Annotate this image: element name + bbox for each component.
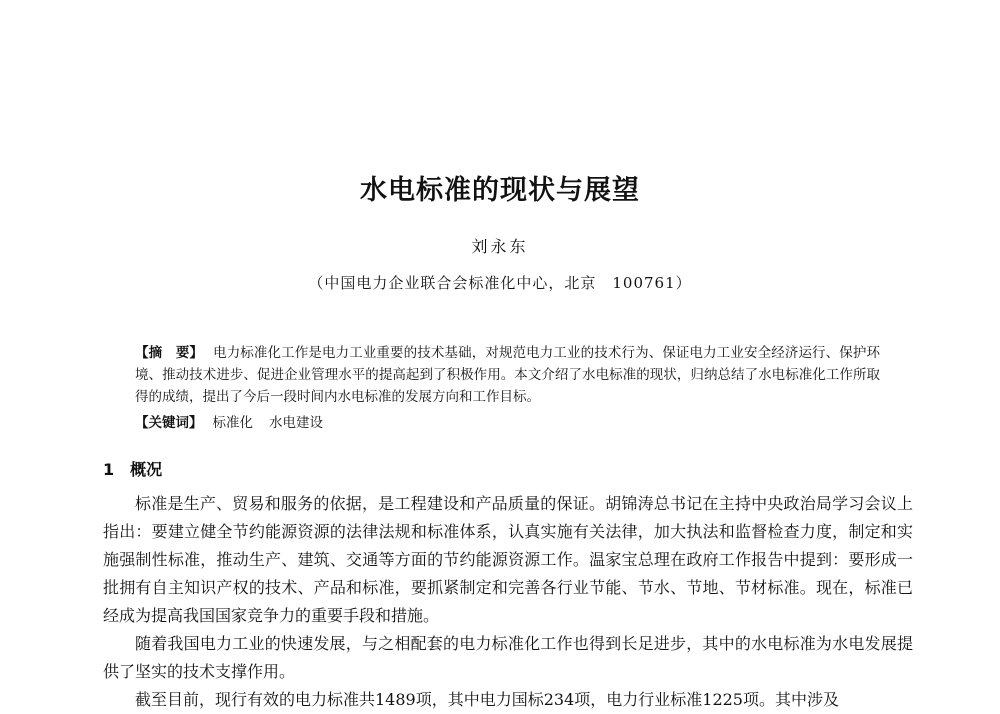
author-affiliation: （中国电力企业联合会标准化中心，北京 100761） bbox=[308, 274, 692, 292]
section-number: 1 bbox=[103, 460, 115, 479]
section-title: 概况 bbox=[130, 460, 163, 479]
section-heading bbox=[103, 457, 162, 480]
body-paragraph: 随着我国电力工业的快速发展，与之相配套的电力标准化工作也得到长足进步，其中的水电标准为水电发展提供了坚实的技术支撑作用。 bbox=[103, 634, 913, 681]
abstract-label: 【摘 要】 bbox=[135, 345, 204, 361]
keyword-item: 标准化 bbox=[212, 415, 253, 431]
abstract-text: 电力标准化工作是电力工业重要的技术基础，对规范电力工业的技术行为、保证电力工业安全经济运行、保护环境、推动技术进步、促进企业管理水平的提高起到了积极作用。本文介绍了水电标准的现状，归纳总结了水电标准化工作所取得的成绩，提出了今后一段时间内水电标准的发展方向和工作目标。 bbox=[135, 345, 881, 405]
paper-title: 水电标准的现状与展望 bbox=[360, 175, 640, 206]
keywords-label: 【关键词】 bbox=[135, 415, 203, 431]
keyword-item: 水电建设 bbox=[269, 415, 323, 431]
body-paragraph: 标准是生产、贸易和服务的依据，是工程建设和产品质量的保证。胡锦涛总书记在主持中央政治局学习会议上指出：要建立健全节约能源资源的法律法规和标准体系，认真实施有关法律，加大执法和监督检查力度，制定和实施强制性标准，推动生产、建筑、交通等方面的节约能源资源工作。温家宝总理在政府工作报告中提到：要形成一批拥有自主知识产权的技术、产品和标准，要抓紧制定和完善各行业节能、节水、节地、节材标准。现在，标准已经成为提高我国国家竞争力的重要手段和措施。 bbox=[103, 494, 913, 625]
author-name: 刘永东 bbox=[471, 237, 529, 256]
body-paragraph: 截至目前，现行有效的电力标准共1489项，其中电力国标234项，电力行业标准1225项。其中涉及 bbox=[135, 690, 839, 709]
abstract bbox=[135, 342, 880, 408]
section-body bbox=[103, 490, 913, 714]
keywords bbox=[135, 412, 339, 434]
